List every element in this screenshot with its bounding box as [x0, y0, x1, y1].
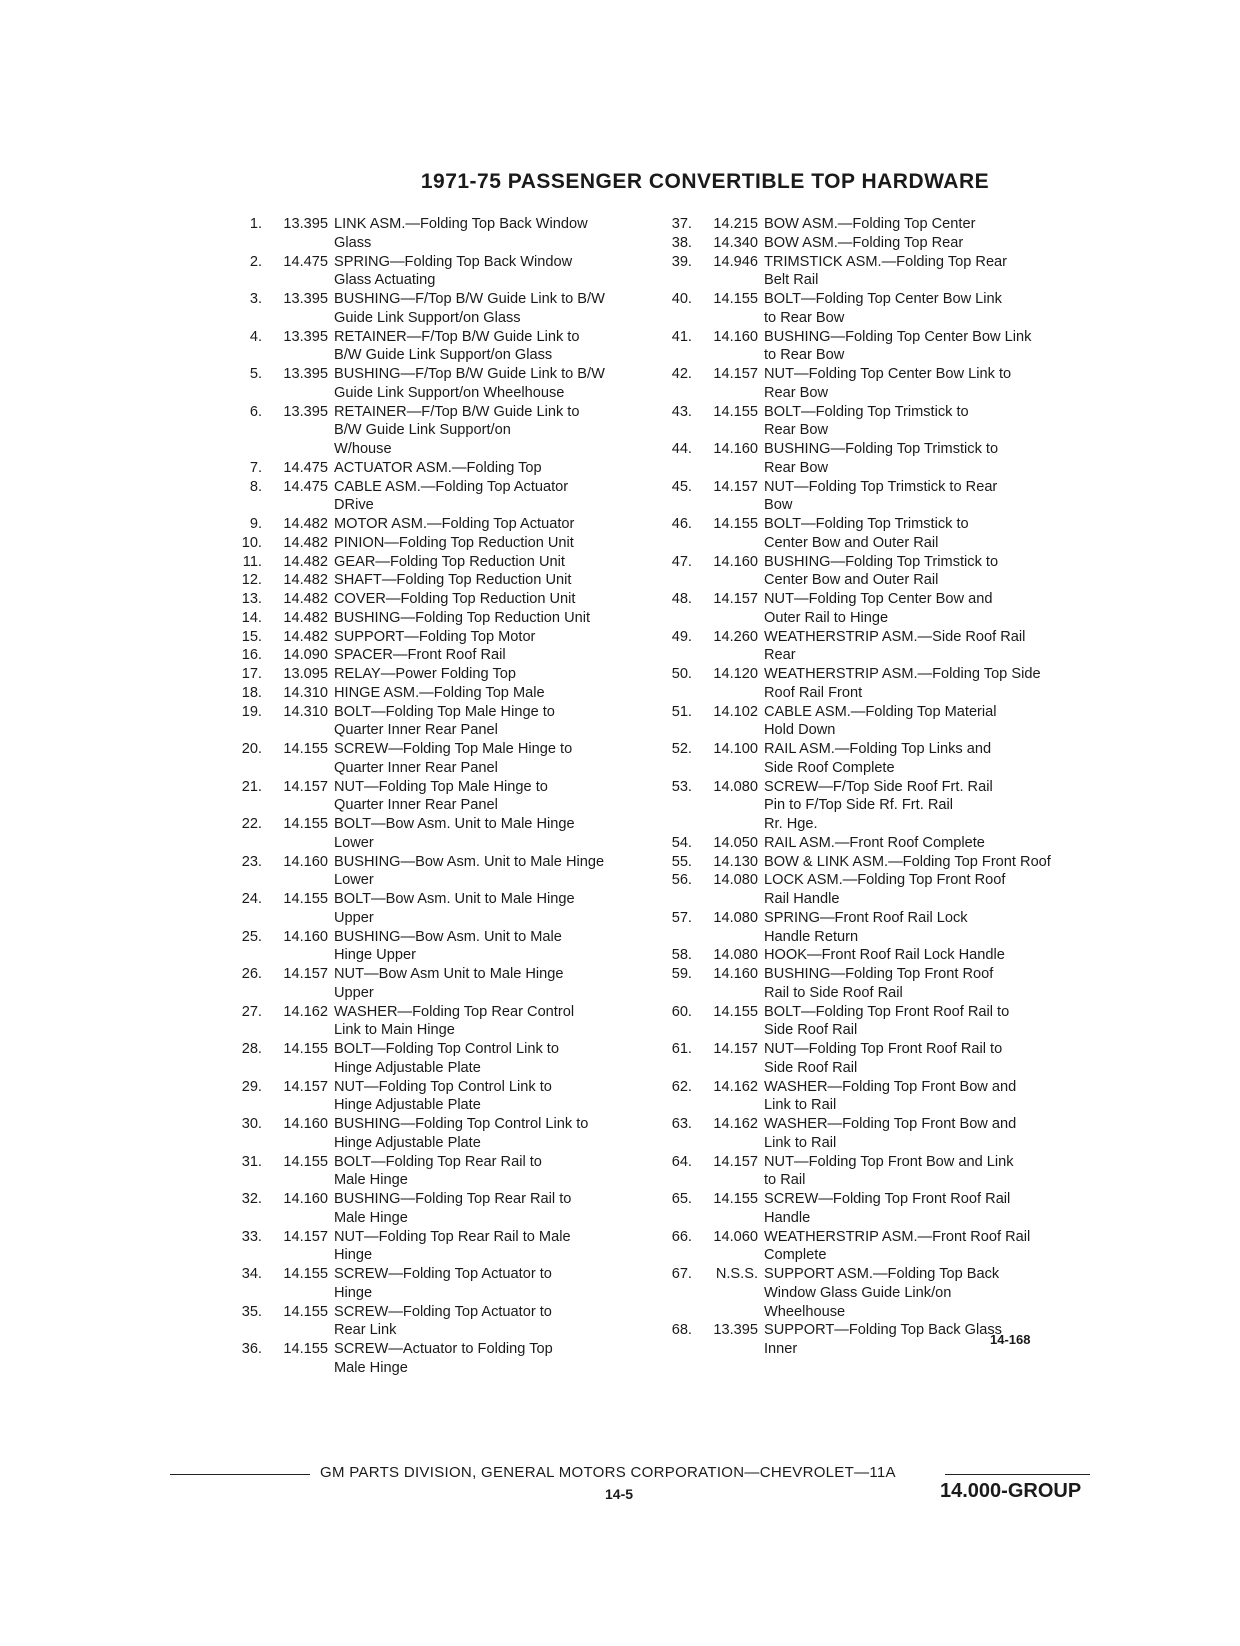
part-number: 33. [241, 1228, 262, 1245]
part-description: PINION—Folding Top Reduction Unit [334, 534, 574, 551]
part-number: 12. [241, 572, 262, 589]
part-description: RAIL ASM.—Front Roof Complete [764, 834, 985, 851]
part-item [660, 253, 1100, 291]
part-description: NUT—Folding Top Front Roof Rail to Side Roof Rail [764, 1041, 1003, 1076]
part-item [230, 1078, 650, 1116]
part-item [660, 778, 1100, 834]
part-number: 9. [249, 516, 262, 532]
part-number: 52. [671, 741, 692, 757]
part-code: 14.155 [713, 403, 758, 420]
part-description: SCREW—Folding Top Actuator to Hinge [334, 1266, 552, 1301]
part-number: 53. [671, 778, 692, 795]
part-number: 7. [249, 459, 262, 476]
part-number: 58. [671, 947, 692, 964]
part-item [660, 665, 1100, 703]
part-code: 14.155 [713, 516, 758, 532]
part-code: 14.162 [713, 1078, 758, 1095]
part-number: 36. [241, 1341, 262, 1357]
part-description: BUSHING—Bow Asm. Unit to Male Hinge Upper [334, 928, 562, 964]
part-code: 13.395 [283, 403, 328, 420]
part-code: 14.162 [283, 1003, 328, 1020]
part-number: 41. [671, 328, 692, 345]
part-code: 14.080 [713, 778, 758, 795]
part-number: 59. [671, 966, 692, 982]
part-number: 38. [671, 234, 692, 251]
part-item [660, 1078, 1100, 1116]
part-number: 31. [241, 1153, 262, 1170]
footer-rule-left [170, 1474, 310, 1475]
part-description: SPACER—Front Roof Rail [334, 647, 506, 664]
part-number: 27. [241, 1003, 262, 1020]
part-description: CABLE ASM.—Folding Top Actuator DRive [334, 478, 569, 514]
part-description: NUT—Folding Top Front Bow and Link to Rail [764, 1153, 1014, 1189]
part-code: 14.160 [283, 853, 328, 870]
part-code: 14.155 [283, 1303, 328, 1320]
part-item [660, 1115, 1100, 1153]
part-item [230, 515, 650, 534]
part-number: 10. [241, 534, 262, 551]
part-number: 37. [671, 216, 692, 232]
part-item [230, 665, 650, 684]
part-number: 5. [249, 366, 262, 382]
part-description: SUPPORT—Folding Top Back Glass Inner [764, 1322, 1002, 1357]
part-description: BOLT—Folding Top Front Roof Rail to Side Roof Rail [764, 1003, 1010, 1039]
part-code: 14.260 [713, 628, 758, 645]
part-description: NUT—Folding Top Trimstick to Rear Bow [764, 478, 998, 514]
part-code: 14.080 [713, 872, 758, 889]
part-number: 15. [241, 628, 262, 645]
part-description: HOOK—Front Roof Rail Lock Handle [764, 947, 1005, 964]
parts-list-right [660, 215, 1100, 1359]
part-number: 63. [671, 1116, 692, 1132]
part-description: BUSHING—F/Top B/W Guide Link to B/W Guide Link Support/on Glass [334, 291, 605, 326]
part-description: CABLE ASM.—Folding Top Material Hold Down [764, 703, 997, 739]
part-code: 14.120 [713, 666, 758, 682]
part-code: 14.060 [713, 1228, 758, 1245]
part-item [230, 965, 650, 1003]
part-code: 14.155 [283, 1041, 328, 1057]
part-code: 14.475 [283, 478, 328, 495]
part-description: NUT—Folding Top Male Hinge to Quarter Inner Rear Panel [334, 778, 548, 814]
part-item [230, 403, 650, 459]
part-item [660, 234, 1100, 253]
part-item [660, 853, 1100, 872]
part-code: 14.080 [713, 909, 758, 926]
part-item [230, 1115, 650, 1153]
part-code: 14.482 [283, 534, 328, 551]
footer-rule-right [945, 1474, 1090, 1475]
part-number: 6. [249, 403, 262, 420]
part-description: BUSHING—Folding Top Trimstick to Center Bow and Outer Rail [764, 553, 999, 589]
part-item [660, 1153, 1100, 1191]
part-description: SPRING—Front Roof Rail Lock Handle Return [764, 909, 968, 945]
part-item [230, 853, 650, 891]
part-item [230, 215, 650, 253]
part-item [230, 553, 650, 572]
part-code: 14.157 [283, 778, 328, 795]
part-code: 13.095 [283, 666, 328, 682]
part-code: 14.482 [283, 553, 328, 570]
part-description: BUSHING—Folding Top Trimstick to Rear Bow [764, 441, 999, 476]
part-description: LOCK ASM.—Folding Top Front Roof Rail Handle [764, 872, 1006, 907]
part-item [230, 1153, 650, 1191]
part-code: 14.155 [283, 741, 328, 757]
part-code: 13.395 [283, 291, 328, 307]
part-item [660, 553, 1100, 591]
parts-list-left [230, 215, 650, 1378]
part-number: 16. [241, 647, 262, 664]
part-description: RETAINER—F/Top B/W Guide Link to B/W Guide Link Support/on Glass [334, 328, 580, 364]
page-number: 14-168 [990, 1332, 1031, 1347]
part-item [660, 1228, 1100, 1266]
part-number: 67. [671, 1266, 692, 1282]
part-item [230, 1265, 650, 1303]
part-number: 19. [241, 703, 262, 720]
part-description: SCREW—Folding Top Front Roof Rail Handle [764, 1191, 1011, 1226]
part-item [660, 965, 1100, 1003]
part-item [660, 628, 1100, 666]
part-item [660, 740, 1100, 778]
part-description: SPRING—Folding Top Back Window Glass Actuating [334, 253, 573, 289]
footer-publisher: GM PARTS DIVISION, GENERAL MOTORS CORPORATION—CHEVROLET—11A [320, 1464, 896, 1481]
part-description: RETAINER—F/Top B/W Guide Link to B/W Guide Link Support/on W/house [334, 403, 580, 457]
part-code: 13.395 [713, 1322, 758, 1339]
part-item [660, 946, 1100, 965]
part-description: RAIL ASM.—Folding Top Links and Side Roof Complete [764, 741, 992, 776]
part-item [660, 871, 1100, 909]
part-number: 14. [241, 609, 262, 626]
part-code: 14.482 [283, 516, 328, 532]
part-description: BUSHING—Folding Top Center Bow Link to Rear Bow [764, 328, 1032, 364]
part-number: 68. [671, 1322, 692, 1339]
part-item [230, 290, 650, 328]
part-description: BUSHING—Folding Top Rear Rail to Male Hinge [334, 1191, 572, 1226]
part-code: 14.155 [283, 891, 328, 907]
part-number: 65. [671, 1191, 692, 1207]
part-code: N.S.S. [715, 1266, 758, 1282]
part-number: 22. [241, 816, 262, 832]
part-code: 14.155 [713, 1191, 758, 1207]
part-code: 14.160 [713, 328, 758, 345]
part-code: 14.157 [713, 1041, 758, 1057]
part-number: 34. [241, 1266, 262, 1282]
part-number: 28. [241, 1041, 262, 1057]
part-description: BUSHING—Folding Top Front Roof Rail to Side Roof Rail [764, 966, 994, 1001]
part-item [660, 1040, 1100, 1078]
part-number: 56. [671, 872, 692, 889]
part-description: HINGE ASM.—Folding Top Male [334, 684, 545, 701]
part-item [230, 1003, 650, 1041]
part-item [230, 459, 650, 478]
part-number: 11. [242, 553, 262, 570]
part-number: 1. [249, 216, 262, 232]
part-description: WASHER—Folding Top Rear Control Link to Main Hinge [334, 1003, 575, 1039]
part-code: 14.155 [283, 1153, 328, 1170]
part-item [230, 1228, 650, 1266]
part-number: 25. [241, 928, 262, 945]
part-item [660, 1190, 1100, 1228]
page-title: 1971-75 PASSENGER CONVERTIBLE TOP HARDWARE [420, 170, 990, 193]
part-code: 14.160 [283, 1191, 328, 1207]
part-description: NUT—Bow Asm Unit to Male Hinge Upper [334, 966, 564, 1001]
part-description: BOLT—Folding Top Trimstick to Rear Bow [764, 403, 969, 439]
part-item [230, 928, 650, 966]
part-code: 14.482 [283, 628, 328, 645]
part-item [660, 1003, 1100, 1041]
part-description: BOLT—Folding Top Male Hinge to Quarter Inner Rear Panel [334, 703, 555, 739]
part-description: BOW & LINK ASM.—Folding Top Front Roof [764, 853, 1051, 870]
part-number: 18. [241, 684, 262, 701]
part-number: 45. [671, 478, 692, 495]
part-description: SUPPORT—Folding Top Motor [334, 628, 536, 645]
footer-group-label: 14.000-GROUP [940, 1480, 1082, 1502]
part-code: 14.157 [283, 1078, 328, 1095]
part-number: 66. [671, 1228, 692, 1245]
part-item [660, 590, 1100, 628]
part-description: TRIMSTICK ASM.—Folding Top Rear Belt Rail [764, 253, 1008, 289]
part-item [230, 890, 650, 928]
part-code: 14.215 [713, 216, 758, 232]
part-item [230, 1040, 650, 1078]
part-code: 14.157 [713, 366, 758, 382]
part-code: 14.475 [283, 459, 328, 476]
part-number: 4. [249, 328, 262, 345]
part-item [660, 703, 1100, 741]
part-description: BOLT—Folding Top Rear Rail to Male Hinge [334, 1153, 542, 1189]
part-number: 44. [671, 441, 692, 457]
part-description: WEATHERSTRIP ASM.—Side Roof Rail Rear [764, 628, 1026, 664]
part-item [230, 703, 650, 741]
part-item [230, 740, 650, 778]
part-number: 62. [671, 1078, 692, 1095]
part-number: 51. [671, 703, 692, 720]
part-code: 14.310 [283, 684, 328, 701]
part-item [230, 1340, 650, 1378]
part-description: WEATHERSTRIP ASM.—Front Roof Rail Complete [764, 1228, 1031, 1264]
part-number: 17. [241, 666, 262, 682]
part-item [230, 646, 650, 665]
part-code: 13.395 [283, 216, 328, 232]
part-number: 24. [241, 891, 262, 907]
part-description: ACTUATOR ASM.—Folding Top [334, 459, 542, 476]
part-item [660, 365, 1100, 403]
part-code: 14.090 [283, 647, 328, 664]
part-number: 43. [671, 403, 692, 420]
part-description: LINK ASM.—Folding Top Back Window Glass [334, 216, 588, 251]
part-code: 14.162 [713, 1116, 758, 1132]
part-item [660, 909, 1100, 947]
part-number: 61. [671, 1041, 692, 1057]
part-item [230, 253, 650, 291]
part-description: SCREW—Folding Top Actuator to Rear Link [334, 1303, 552, 1339]
part-description: WASHER—Folding Top Front Bow and Link to Rail [764, 1116, 1017, 1151]
part-item [230, 365, 650, 403]
part-number: 60. [671, 1003, 692, 1020]
part-code: 14.160 [713, 553, 758, 570]
part-item [660, 478, 1100, 516]
part-code: 14.102 [713, 703, 758, 720]
part-item [660, 290, 1100, 328]
part-code: 14.100 [713, 741, 758, 757]
part-item [660, 515, 1100, 553]
part-code: 14.155 [713, 291, 758, 307]
part-number: 30. [241, 1116, 262, 1132]
part-description: BUSHING—Folding Top Reduction Unit [334, 609, 591, 626]
part-number: 40. [671, 291, 692, 307]
part-code: 14.482 [283, 572, 328, 589]
part-number: 42. [671, 366, 692, 382]
part-description: NUT—Folding Top Control Link to Hinge Adjustable Plate [334, 1078, 552, 1114]
part-description: NUT—Folding Top Rear Rail to Male Hinge [334, 1228, 571, 1264]
part-code: 14.155 [713, 1003, 758, 1020]
part-description: WEATHERSTRIP ASM.—Folding Top Side Roof Rail Front [764, 666, 1041, 701]
part-description: NUT—Folding Top Center Bow Link to Rear Bow [764, 366, 1012, 401]
footer-page-number: 14-5 [605, 1486, 634, 1502]
part-code: 14.155 [283, 1266, 328, 1282]
part-item [660, 1265, 1100, 1321]
part-code: 14.155 [283, 1341, 328, 1357]
part-item [230, 684, 650, 703]
part-code: 14.157 [283, 1228, 328, 1245]
part-description: MOTOR ASM.—Folding Top Actuator [334, 516, 575, 532]
part-description: BUSHING—F/Top B/W Guide Link to B/W Guide Link Support/on Wheelhouse [334, 366, 605, 401]
part-item [230, 478, 650, 516]
part-item [230, 609, 650, 628]
part-description: BOLT—Folding Top Control Link to Hinge Adjustable Plate [334, 1041, 559, 1076]
part-description: SCREW—Folding Top Male Hinge to Quarter Inner Rear Panel [334, 741, 573, 776]
part-number: 49. [671, 628, 692, 645]
part-number: 23. [241, 853, 262, 870]
part-description: SCREW—F/Top Side Roof Frt. Rail Pin to F/Top Side Rf. Frt. Rail Rr. Hge. [764, 778, 993, 832]
part-item [660, 1321, 1100, 1359]
part-number: 50. [671, 666, 692, 682]
part-code: 13.395 [283, 328, 328, 345]
part-item [660, 403, 1100, 441]
part-code: 14.155 [283, 816, 328, 832]
part-item [230, 1190, 650, 1228]
part-description: COVER—Folding Top Reduction Unit [334, 591, 576, 607]
part-item [230, 778, 650, 816]
part-number: 21. [241, 778, 262, 795]
part-code: 14.340 [713, 234, 758, 251]
part-code: 14.946 [713, 253, 758, 270]
part-description: SUPPORT ASM.—Folding Top Back Window Glass Guide Link/on Wheelhouse [764, 1266, 1000, 1320]
part-description: GEAR—Folding Top Reduction Unit [334, 553, 565, 570]
part-item [230, 628, 650, 647]
part-description: RELAY—Power Folding Top [334, 666, 516, 682]
part-number: 8. [249, 478, 262, 495]
part-code: 14.157 [713, 591, 758, 607]
part-description: SCREW—Actuator to Folding Top Male Hinge [334, 1341, 553, 1376]
part-code: 14.482 [283, 609, 328, 626]
part-item [230, 328, 650, 366]
part-description: BUSHING—Folding Top Control Link to Hinge Adjustable Plate [334, 1116, 589, 1151]
part-item [230, 1303, 650, 1341]
part-number: 47. [671, 553, 692, 570]
part-item [230, 534, 650, 553]
part-number: 39. [671, 253, 692, 270]
part-code: 14.310 [283, 703, 328, 720]
part-number: 46. [671, 516, 692, 532]
part-number: 57. [671, 909, 692, 926]
part-description: BOLT—Bow Asm. Unit to Male Hinge Upper [334, 891, 575, 926]
part-description: BOW ASM.—Folding Top Rear [764, 234, 964, 251]
part-description: BOLT—Bow Asm. Unit to Male Hinge Lower [334, 816, 575, 851]
part-description: BUSHING—Bow Asm. Unit to Male Hinge Lower [334, 853, 605, 889]
part-code: 13.395 [283, 366, 328, 382]
part-number: 64. [671, 1153, 692, 1170]
part-code: 14.160 [283, 1116, 328, 1132]
part-item [230, 815, 650, 853]
part-item [660, 215, 1100, 234]
part-code: 14.160 [713, 441, 758, 457]
part-code: 14.080 [713, 947, 758, 964]
part-number: 29. [241, 1078, 262, 1095]
part-item [660, 328, 1100, 366]
part-item [230, 571, 650, 590]
part-code: 14.160 [283, 928, 328, 945]
part-number: 20. [241, 741, 262, 757]
part-code: 14.130 [713, 853, 758, 870]
part-number: 26. [241, 966, 262, 982]
part-description: NUT—Folding Top Center Bow and Outer Rail to Hinge [764, 591, 993, 626]
part-number: 13. [241, 591, 262, 607]
part-number: 2. [249, 253, 262, 270]
part-code: 14.160 [713, 966, 758, 982]
part-item [660, 834, 1100, 853]
part-code: 14.157 [283, 966, 328, 982]
part-number: 3. [249, 291, 262, 307]
part-description: BOLT—Folding Top Trimstick to Center Bow and Outer Rail [764, 516, 969, 551]
part-code: 14.475 [283, 253, 328, 270]
part-description: BOW ASM.—Folding Top Center [764, 216, 976, 232]
part-item [660, 440, 1100, 478]
part-item [230, 590, 650, 609]
part-code: 14.157 [713, 478, 758, 495]
part-number: 35. [241, 1303, 262, 1320]
part-code: 14.050 [713, 834, 758, 851]
part-number: 48. [671, 591, 692, 607]
part-code: 14.482 [283, 591, 328, 607]
part-number: 55. [671, 853, 692, 870]
part-number: 32. [241, 1191, 262, 1207]
part-description: SHAFT—Folding Top Reduction Unit [334, 572, 572, 589]
part-number: 54. [671, 834, 692, 851]
part-code: 14.157 [713, 1153, 758, 1170]
part-description: BOLT—Folding Top Center Bow Link to Rear Bow [764, 291, 1002, 326]
part-description: WASHER—Folding Top Front Bow and Link to Rail [764, 1078, 1017, 1114]
